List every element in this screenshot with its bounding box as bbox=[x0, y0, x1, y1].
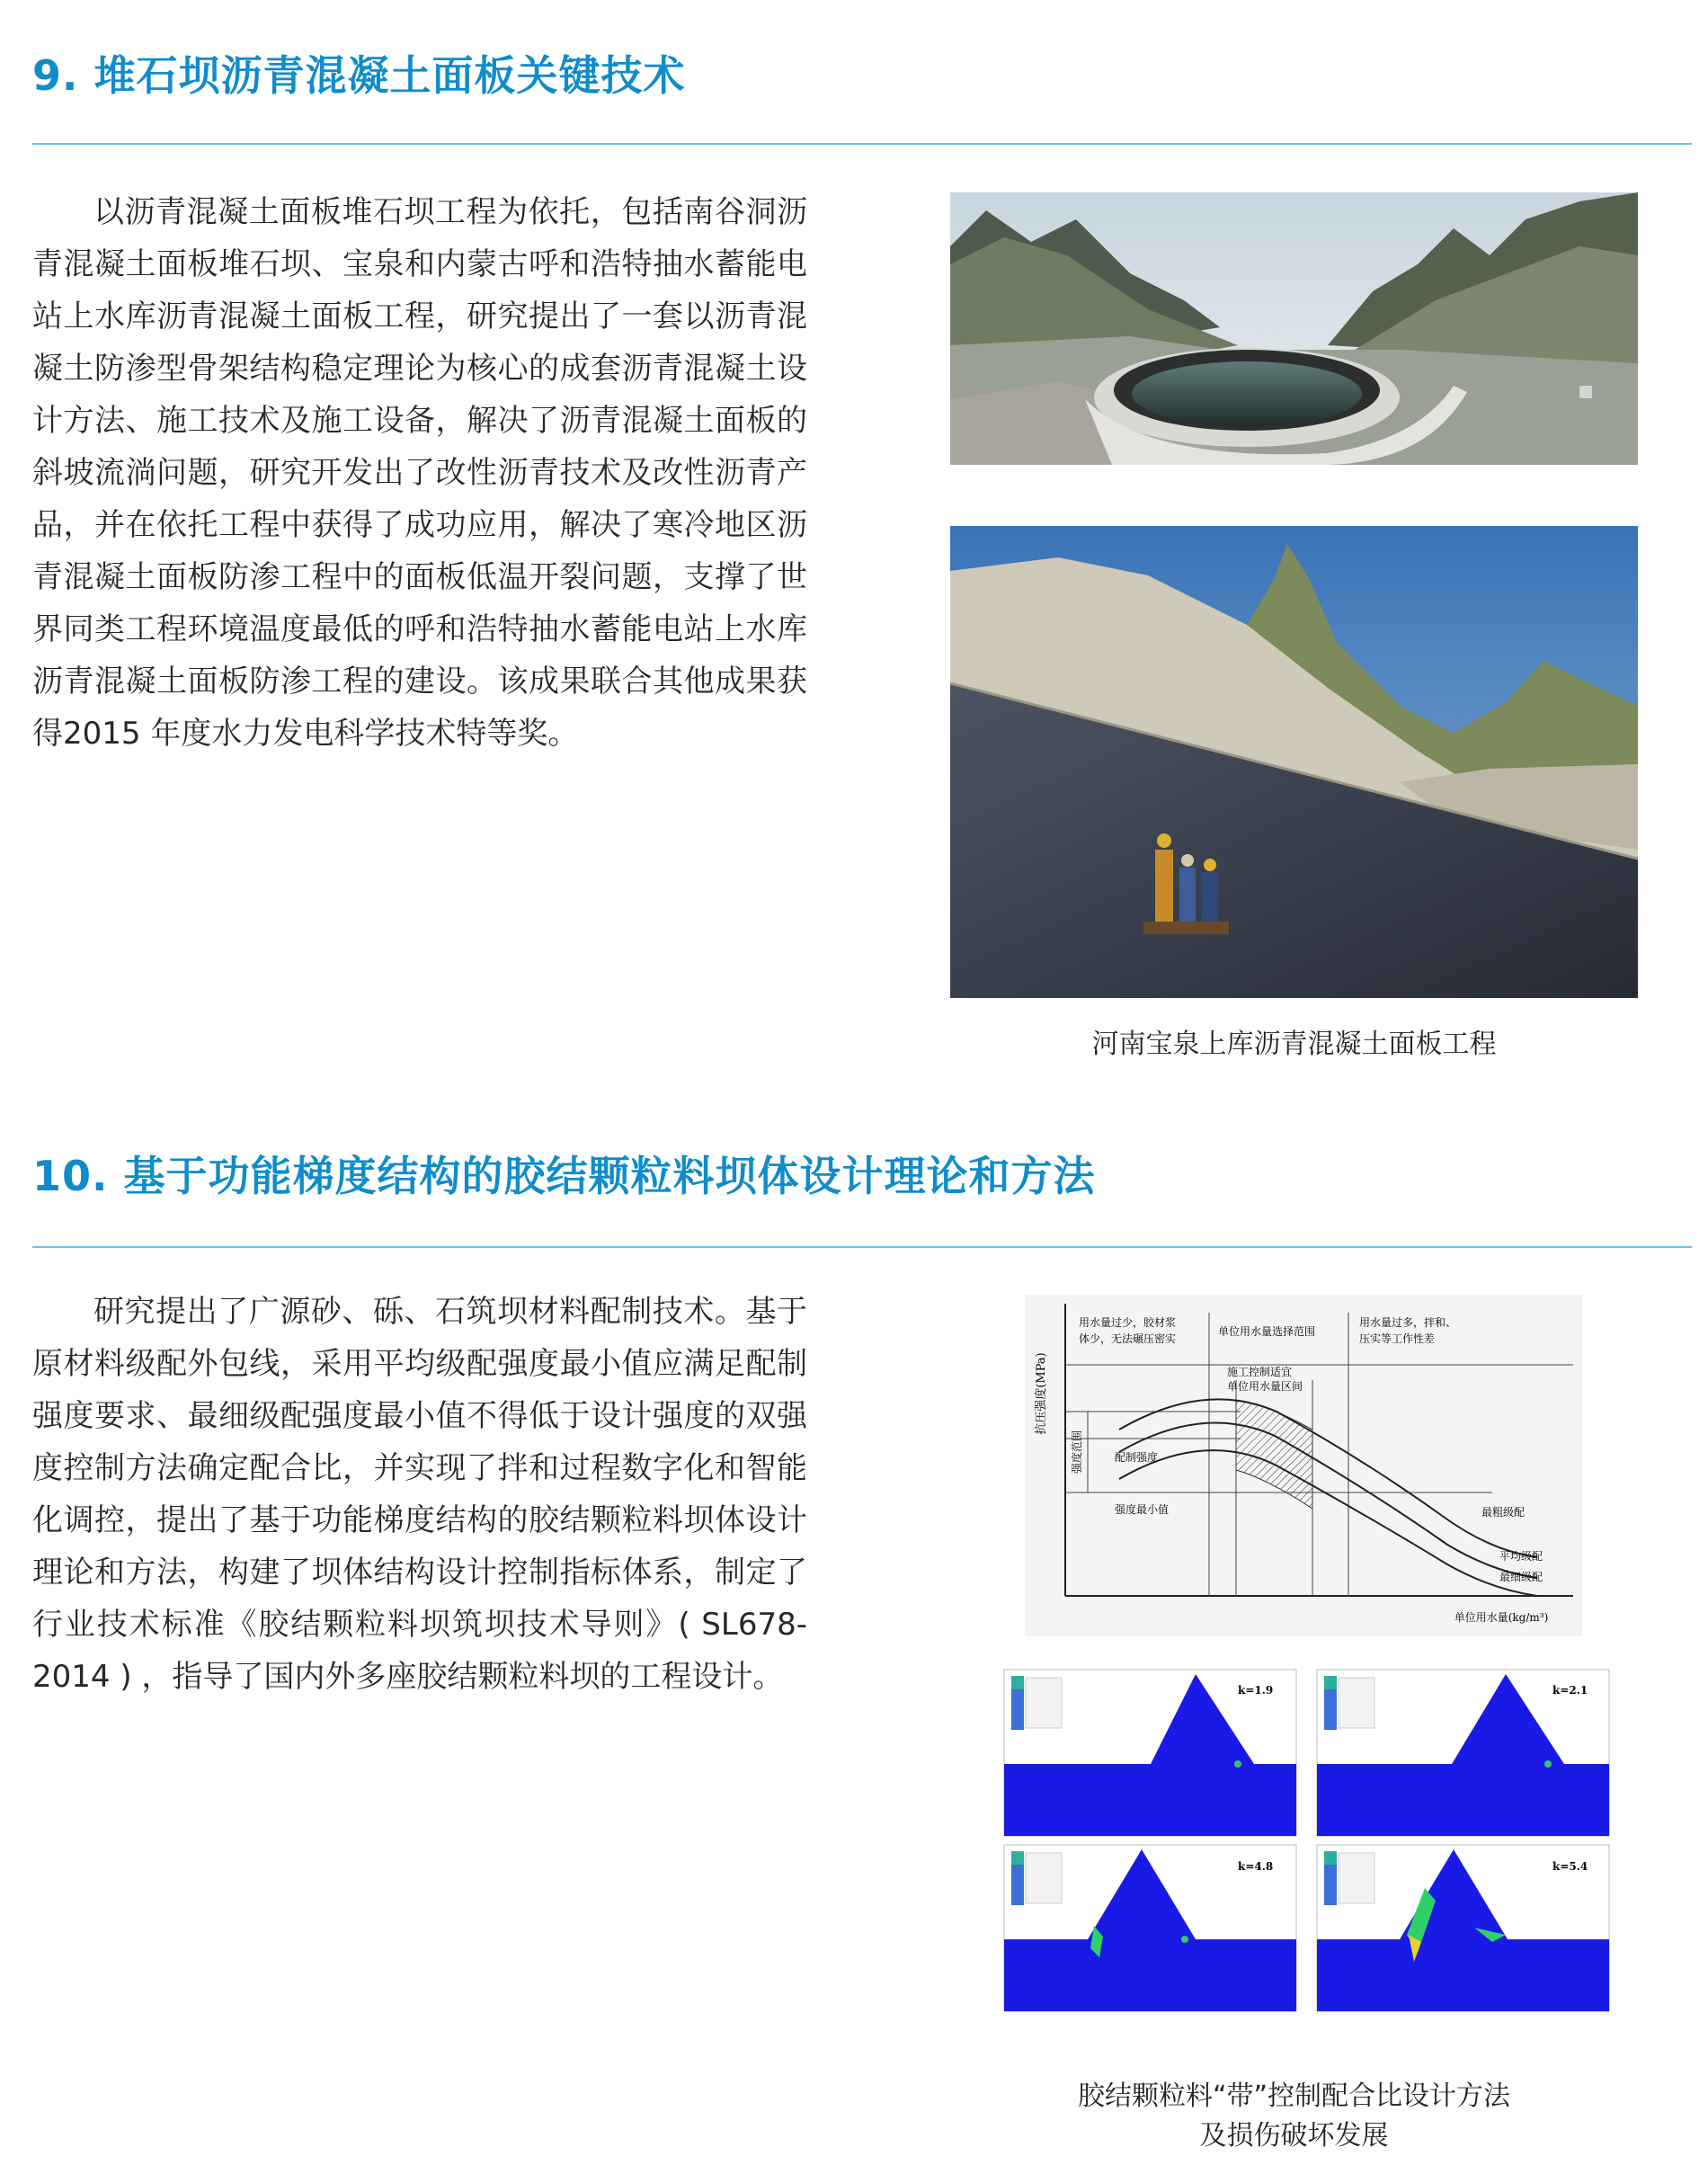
fem-panel-3 bbox=[1004, 1845, 1296, 2011]
section-9-paragraph: 以沥青混凝土面板堆石坝工程为依托，包括南谷洞沥青混凝土面板堆石坝、宝泉和内蒙古呼和浩特抽水蓄能电站上水库沥青混凝土面板工程，研究提出了一套以沥青混凝土防渗型骨架结构稳定理论为核心的成套沥青混凝土设计方法、施工技术及施工设备，解决了沥青混凝土面板的斜坡流淌问题，研究开发出了改性沥青技术及改性沥青产品，并在依托工程中获得了成功应用，解决了寒冷地区沥青混凝土面板防渗工程中的面板低温开裂问题，支撑了世界同类工程环境温度最低的呼和浩特抽水蓄能电站上水库沥青混凝土面板防渗工程的建设。该成果联合其他成果获得2015 年度水力发电科学技术特等奖。 bbox=[32, 194, 807, 752]
fem-damage-panels bbox=[1002, 1665, 1614, 2016]
reservoir-panorama-photo bbox=[950, 192, 1638, 465]
section-10-figure-caption bbox=[950, 2077, 1638, 2156]
zone-left-label-1: 用水量过少，胶材浆 bbox=[1079, 1316, 1177, 1329]
design-strength-label: 配制强度 bbox=[1115, 1451, 1159, 1464]
control-zone-label-2: 单位用水量区间 bbox=[1227, 1380, 1303, 1393]
curve-fine-label: 最细级配 bbox=[1499, 1571, 1543, 1583]
zone-right-label-1: 用水量过多，拌和、 bbox=[1359, 1316, 1457, 1329]
x-axis-label: 单位用水量(kg/m³) bbox=[1454, 1611, 1549, 1624]
curve-coarse-label: 最粗级配 bbox=[1481, 1506, 1526, 1519]
y-axis-label: 抗压强度(MPa) bbox=[1035, 1352, 1048, 1435]
caption-line-1: 胶结颗粒料“带”控制配合比设计方法 bbox=[1077, 2080, 1511, 2112]
zone-mid-label: 单位用水量选择范围 bbox=[1218, 1325, 1316, 1338]
strength-water-diagram bbox=[1025, 1295, 1582, 1636]
curve-avg-label: 平均级配 bbox=[1499, 1550, 1543, 1563]
section-9-divider bbox=[32, 143, 1692, 145]
asphalt-panel-construction-photo bbox=[950, 526, 1638, 998]
fem-panel-3-k: k=4.8 bbox=[1238, 1860, 1274, 1873]
fem-panel-2 bbox=[1317, 1670, 1609, 1836]
section-10-divider bbox=[32, 1246, 1692, 1248]
zone-left-label-2: 体少，无法碾压密实 bbox=[1079, 1332, 1177, 1345]
fem-panel-4-k: k=5.4 bbox=[1552, 1860, 1588, 1873]
fem-panel-4 bbox=[1317, 1845, 1609, 2011]
section-10-title: 10. 基于功能梯度结构的胶结颗粒料坝体设计理论和方法 bbox=[32, 1152, 1096, 1200]
fem-panel-1 bbox=[1004, 1670, 1296, 1836]
zone-right-label-2: 压实等工作性差 bbox=[1359, 1332, 1436, 1345]
min-strength-label: 强度最小值 bbox=[1115, 1503, 1170, 1516]
fem-panel-2-k: k=2.1 bbox=[1552, 1684, 1588, 1697]
caption-line-2: 及损伤破坏发展 bbox=[1199, 2120, 1389, 2152]
control-zone-label-1: 施工控制适宜 bbox=[1227, 1366, 1293, 1378]
section-9-photo-caption: 河南宝泉上库沥青混凝土面板工程 bbox=[1091, 1029, 1497, 1060]
fem-panel-1-k: k=1.9 bbox=[1238, 1684, 1274, 1697]
section-9-title: 9. 堆石坝沥青混凝土面板关键技术 bbox=[32, 51, 686, 100]
section-10-paragraph: 研究提出了广源砂、砾、石筑坝材料配制技术。基于原材料级配外包线，采用平均级配强度最小值应满足配制强度要求、最细级配强度最小值不得低于设计强度的双强度控制方法确定配合比，并实现了拌和过程数字化和智能化调控，提出了基于功能梯度结构的胶结颗粒料坝体设计理论和方法，构建了坝体结构设计控制指标体系，制定了行业技术标准《胶结颗粒料坝筑坝技术导则》( SL678-2014 ) ，指导了国内外多座胶结颗粒料坝的工程设计。 bbox=[32, 1294, 807, 1695]
strength-range-label: 强度范围 bbox=[1071, 1430, 1083, 1475]
